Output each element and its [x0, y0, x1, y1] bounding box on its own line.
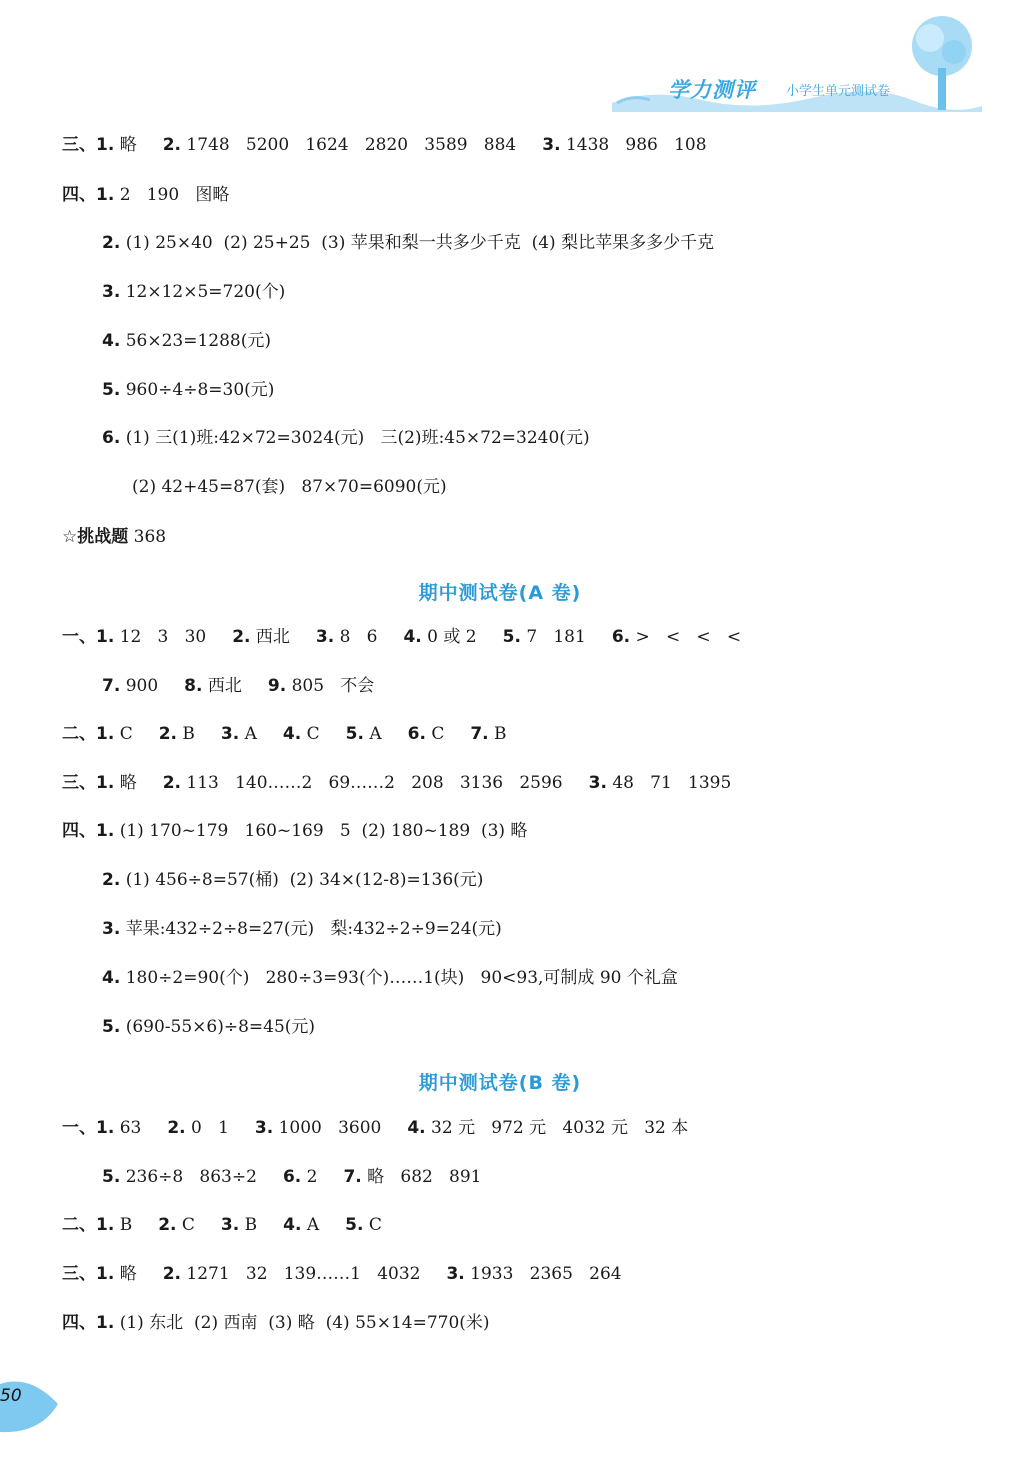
question-number: 二、1.	[62, 724, 115, 744]
answer-line	[62, 1214, 382, 1236]
answer-text: 0 或 2	[427, 627, 477, 647]
answer-text: A	[244, 724, 257, 744]
question-number: 3.	[102, 282, 121, 302]
question-number: 5.	[345, 1215, 364, 1235]
answer-text: (1) 170~179 160~169 5 (2) 180~189 (3) 略	[119, 821, 528, 841]
answer-text: 12 3 30	[119, 627, 207, 647]
question-number: 三、1.	[62, 135, 115, 155]
answer-text: 苹果:432÷2÷8=27(元) 梨:432÷2÷9=24(元)	[125, 919, 502, 939]
answer-text: (2) 42+45=87(套) 87×70=6090(元)	[132, 477, 447, 497]
question-number: 3.	[254, 1118, 274, 1138]
answer-text: 56×23=1288(元)	[125, 331, 271, 351]
answer-text: 900	[125, 676, 159, 696]
answer-text: B	[494, 724, 507, 744]
answer-line	[62, 526, 166, 548]
answer-text: 2	[306, 1167, 318, 1187]
answer-line	[62, 134, 707, 156]
answer-line	[62, 772, 731, 794]
answer-line	[102, 379, 274, 401]
question-number: 5.	[345, 724, 364, 744]
question-number: 3.	[102, 919, 121, 939]
answer-line	[102, 330, 271, 352]
question-number: 6.	[611, 627, 631, 647]
answer-text: 805 不会	[291, 676, 375, 696]
answer-text: 32 元 972 元 4032 元 32 本	[431, 1118, 689, 1138]
answer-text: (690-55×6)÷8=45(元)	[125, 1017, 316, 1037]
answer-line	[62, 1312, 490, 1334]
answer-line	[62, 1117, 688, 1139]
question-number: 5.	[102, 380, 121, 400]
brand-subtitle: 小学生单元测试卷	[786, 84, 891, 99]
answer-text: 960÷4÷8=30(元)	[125, 380, 275, 400]
answer-text: 180÷2=90(个) 280÷3=93(个)……1(块) 90<93,可制成 90 个礼盒	[125, 968, 678, 988]
question-number: 2.	[102, 233, 121, 253]
question-number: 4.	[102, 968, 121, 988]
answer-text: B	[119, 1215, 133, 1235]
answer-line	[102, 1016, 315, 1038]
question-number: 4.	[407, 1118, 426, 1138]
answer-text: 0 1	[191, 1118, 229, 1138]
answer-text: 48 71 1395	[612, 773, 732, 793]
question-number: 5.	[102, 1017, 121, 1037]
question-number: 7.	[102, 676, 121, 696]
answer-text: 113 140……2 69……2 208 3136 2596	[186, 773, 563, 793]
answer-line	[102, 427, 590, 449]
answer-text: 1271 32 139……1 4032	[186, 1264, 421, 1284]
question-number: 5.	[102, 1167, 121, 1187]
question-number: 三、1.	[62, 773, 115, 793]
question-number: 二、1.	[62, 1215, 115, 1235]
answer-text: 63	[119, 1118, 142, 1138]
question-number: 4.	[102, 331, 121, 351]
answer-line	[102, 675, 374, 697]
answer-text: 368	[133, 527, 167, 547]
page-number: 50	[0, 1386, 22, 1406]
question-number: 三、1.	[62, 1264, 115, 1284]
answer-text: C	[368, 1215, 382, 1235]
question-number: 四、1.	[62, 185, 115, 205]
answer-text: (1) 三(1)班:42×72=3024(元) 三(2)班:45×72=3240(元)	[125, 428, 590, 448]
answer-text: 12×12×5=720(个)	[125, 282, 286, 302]
question-number: 2.	[158, 724, 178, 744]
question-number: 6.	[102, 428, 121, 448]
answer-text: B	[244, 1215, 258, 1235]
question-number: 2.	[162, 135, 181, 155]
question-number: 一、1.	[62, 627, 115, 647]
question-number: 一、1.	[62, 1118, 115, 1138]
question-number: 2.	[232, 627, 251, 647]
question-number: 5.	[502, 627, 521, 647]
question-number: 4.	[283, 1215, 302, 1235]
question-number: 6.	[407, 724, 426, 744]
question-number: 4.	[403, 627, 422, 647]
answer-text: C	[119, 724, 133, 744]
answer-text: 略	[119, 773, 137, 793]
answer-line	[62, 184, 229, 206]
answer-text: 1748 5200 1624 2820 3589 884	[186, 135, 517, 155]
answer-text: 西北	[255, 627, 290, 647]
answer-text: A	[306, 1215, 320, 1235]
answer-line	[62, 723, 507, 745]
question-number: 8.	[184, 676, 203, 696]
question-number: 2.	[162, 1264, 181, 1284]
answer-text: C	[431, 724, 445, 744]
answer-line	[102, 869, 483, 891]
answer-text: 略	[119, 135, 137, 155]
question-number: 3.	[220, 1215, 240, 1235]
answer-text: (1) 456÷8=57(桶) (2) 34×(12-8)=136(元)	[125, 870, 484, 890]
answer-text: (1) 东北 (2) 西南 (3) 略 (4) 55×14=770(米)	[119, 1313, 490, 1333]
answer-text: C	[181, 1215, 195, 1235]
question-number: 3.	[588, 773, 607, 793]
answer-text: 1000 3600	[278, 1118, 382, 1138]
question-number: 4.	[282, 724, 302, 744]
brand-title: 学力测评	[668, 78, 756, 102]
answer-line	[62, 820, 527, 842]
answer-line	[102, 967, 678, 989]
answer-line	[62, 626, 741, 648]
question-number: 2.	[167, 1118, 186, 1138]
answer-text: > < < <	[635, 627, 742, 647]
question-number: 2.	[158, 1215, 177, 1235]
answer-text: 略	[119, 1264, 137, 1284]
answer-text: 略 682 891	[367, 1167, 482, 1187]
section-title: 期中测试卷(A 卷)	[418, 582, 582, 604]
answer-text: B	[182, 724, 195, 744]
question-number: 7.	[343, 1167, 362, 1187]
question-number: ☆挑战题	[62, 527, 129, 547]
answer-text: (1) 25×40 (2) 25+25 (3) 苹果和梨一共多少千克 (4) 梨比苹果多多少千克	[125, 233, 715, 253]
page-number-tab	[0, 1374, 58, 1434]
answer-text: 8 6	[339, 627, 378, 647]
answer-text: 2 190 图略	[119, 185, 230, 205]
answer-text: 1438 986 108	[565, 135, 707, 155]
question-number: 2.	[102, 870, 121, 890]
question-number: 3.	[315, 627, 335, 647]
answer-text: 7 181	[526, 627, 586, 647]
answer-text: 236÷8 863÷2	[125, 1167, 257, 1187]
answer-text: 西北	[207, 676, 242, 696]
answer-line	[62, 1263, 622, 1285]
question-number: 四、1.	[62, 821, 115, 841]
question-number: 7.	[470, 724, 489, 744]
answer-text: 1933 2365 264	[470, 1264, 622, 1284]
question-number: 6.	[282, 1167, 302, 1187]
question-number: 四、1.	[62, 1313, 115, 1333]
question-number: 3.	[446, 1264, 465, 1284]
answer-line	[102, 918, 502, 940]
question-number: 2.	[162, 773, 181, 793]
question-number: 3.	[220, 724, 240, 744]
answer-line	[102, 1166, 482, 1188]
question-number: 9.	[267, 676, 287, 696]
answer-text: A	[369, 724, 382, 744]
answer-line	[102, 281, 285, 303]
answer-line	[102, 232, 714, 254]
answer-text: C	[306, 724, 320, 744]
question-number: 3.	[542, 135, 561, 155]
answer-line	[132, 476, 447, 498]
section-title: 期中测试卷(B 卷)	[418, 1072, 582, 1094]
